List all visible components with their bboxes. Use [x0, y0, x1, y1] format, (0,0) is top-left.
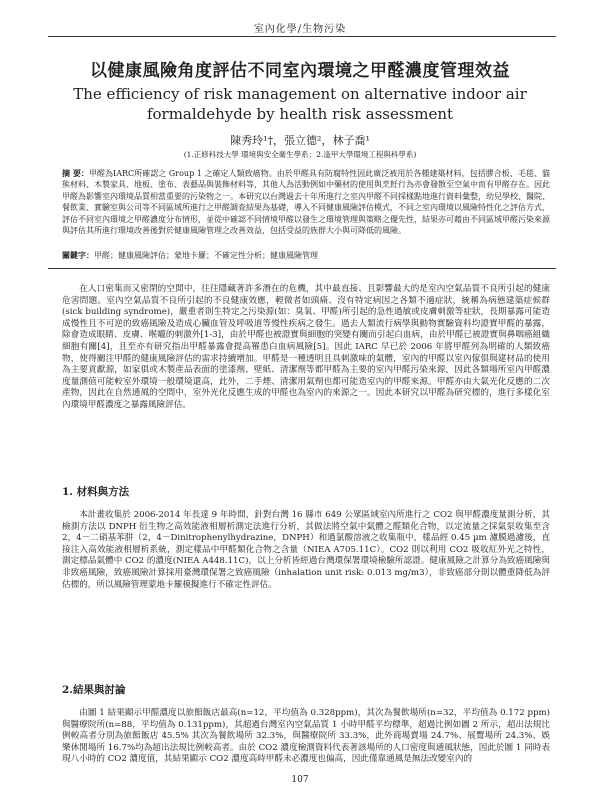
running-head: 室內化學/生物污染	[253, 24, 347, 35]
keywords-text: 甲醛；健康風險評估；蒙地卡羅；不確定性分析；健康風險管理	[94, 251, 318, 260]
abstract-label: 摘 要：	[62, 168, 89, 178]
results-paragraph: 由圖 1 結果顯示甲醛濃度以旅館飯店最高(n=12，平均值為 0.328ppm)，其次為餐飲場所(n=32，平均值為 0.172 ppm)與醫療院所(n=88，平均值為 0.131ppm)，其超過台灣室內空氣品質 1 小時甲醛平均標準，超過比例如圖 2 所示，超出法規比例較高者分別為旅館飯店 45.5% 其次為餐飲場所 32.3%，與醫療院所 33.3%，此外商場賣場 24.7%、展覽場所 24.3%、娛樂休閒場所 16.7%均為超出法規比例較高者。由於 CO2 濃度檢測資料代表著該場所的人口密度與通風狀態，因此於圖 1 同時表現八小時的 CO2 濃度值，其結果顯示 CO2 濃度高時甲醛未必濃度也偏高，因此僅靠通風是無法改變室內的	[62, 708, 550, 765]
header-rule	[48, 36, 556, 37]
section-heading-results: 2.結果與討論	[62, 684, 126, 696]
section-heading-methods: 1. 材料與方法	[62, 486, 130, 498]
affiliation: (1.正修科技大學 環境與安全衛生學系；2.逢甲大學環境工程與科學系)	[183, 150, 417, 159]
abstract-divider	[48, 268, 556, 269]
authors: 陳秀玲¹†，張立德²，林子喬¹	[230, 134, 370, 147]
title-chinese: 以健康風險角度評估不同室內環境之甲醛濃度管理效益	[90, 61, 510, 81]
abstract-text: 甲醛為IARC所確認之 Group 1 之確定人類致癌物。由於甲醛具有防腐特性因此廣泛被用於各種建築材料，包括膠合板、毛毯、貓熊材料、木製家具、地板、塗布、表藝品與裝飾材料等，其他人為活動例如中藥材的使用與烹飪行為亦會發散至空氣中而有甲醛存在。因此甲醛為影響室內環境品質相當重要的污染物之一。本研究以台灣過去十年所進行之室內甲醛不同採樣點地進行資料彙整，幼兒學校、醫院、餐飲業、實驗室與公司等不同區域所進行之甲醛調查結果為基礎，導入不同健康風險評估模式，不同之室內環境以風險特性化之評估方式，評估不同室內環境之甲醛濃度分布情形，並從中確認不同情境甲醛以發生之環境管理與策略之優先性，結果亦可藉由不同區域甲醛污染來源與評估其所進行環境改善後對於健康風險管理之改善效益，包括受益的族群大小與可降低的風險。	[62, 169, 550, 236]
keywords	[62, 250, 550, 261]
title-english: The efficiency of risk management on alternative indoor air formaldehyde by health risk assessment	[73, 85, 527, 123]
keywords-label: 關鍵字：	[62, 250, 94, 260]
methods-paragraph: 本計畫收集於 2006-2014 年長達 9 年時間，針對台灣 16 縣市 649 公眾區域室內所進行之 CO2 與甲醛濃度量測分析，其檢測方法以 DNPH 衍生物之高效能液相層析測定法進行分析，其做法將空氣中氣體之醛類化合物，以定流量之採氣泵收集至含2，4－二硝基苯肼（2，4－Dinitrophenylhydrazine，DNPH）和過氯酸溶液之收集瓶中，樣品經 0.45 µm 濾膜過濾後，直接注入高效能液相層析系統，測定樣品中甲醛類化合物之含量（NIEA A705.11C）。CO2 則以利用 CO2 吸收紅外光之特性，測定標品氣體中 CO2 的濃度(NIEA A448.11C)，以上分析皆經過台灣環保署環境檢驗所認證。健康風險之計算分為致癌風險與非致癌風險，致癌風險計算採用臺灣環保署之致癌風險（inhalation unit risk: 0.013 mg/m3），非致癌部分則以體重降低為評估標的，所以風險管理蒙地卡羅模擬進行不確定性評估。	[62, 510, 550, 590]
introduction-paragraph: 在人口密集而又密閉的空間中，往往隱藏著許多潛在的危機，其中最直接、且影響最大的是室內空氣品質不良所引起的健康危害問題。室內空氣品質不良所引起的不良健康效應，輕微者如頭痛、沒有特定病因之各類不適症狀，統稱為病態建築症候群(sick building syndrome)，嚴重者則生特定之污染源(如：臭氧、甲醛)所引起的急性過敏或皮膚刺激等症狀，長期暴露可能造成慢性且不可逆的致癌風險及造成心臟血管及呼吸道等慢性疾病之發生。過去人類流行病學與動物實驗資料均證實甲醛的暴露，除會造成眼睛、皮膚、喉嚨的刺激外[1-3]，由於甲醛也被證實與細胞的突變有關而引起白血病，由於甲醛已被證實與鼻咽癌組織細胞有關[4]，且至亦有研究指出甲醛暴露會提高罹患白血病風險[5]。因此 IARC 早已於 2006 年將甲醛列為明確的人類致癌物，使得關注甲醛的健康風險評估的需求持續增加。甲醛是一種透明且具刺激味的氣體，室內的甲醛以室內傢俱與建材品的使用為主要貢獻源，如家俱或木製產品表面的塗漆劑、壁紙、清潔劑等都甲醛為主要的室內甲醛污染來源，因此各類場所室內甲醛濃度量測值可能較室外環境一般環境還高，此外，二手煙、清潔用氣劑也都可能造室內的甲醛來源。甲醛亦由大氣光化反應的二次產物，因此在自然通風的空間中，室外光化反應生成的甲醛也為室內的來源之一。因此本研究以甲醛為研究標的，進行多樣化室內環境甲醛濃度之暴露風險評估。	[62, 284, 550, 410]
abstract	[62, 168, 550, 236]
page-number: 107	[291, 775, 309, 785]
